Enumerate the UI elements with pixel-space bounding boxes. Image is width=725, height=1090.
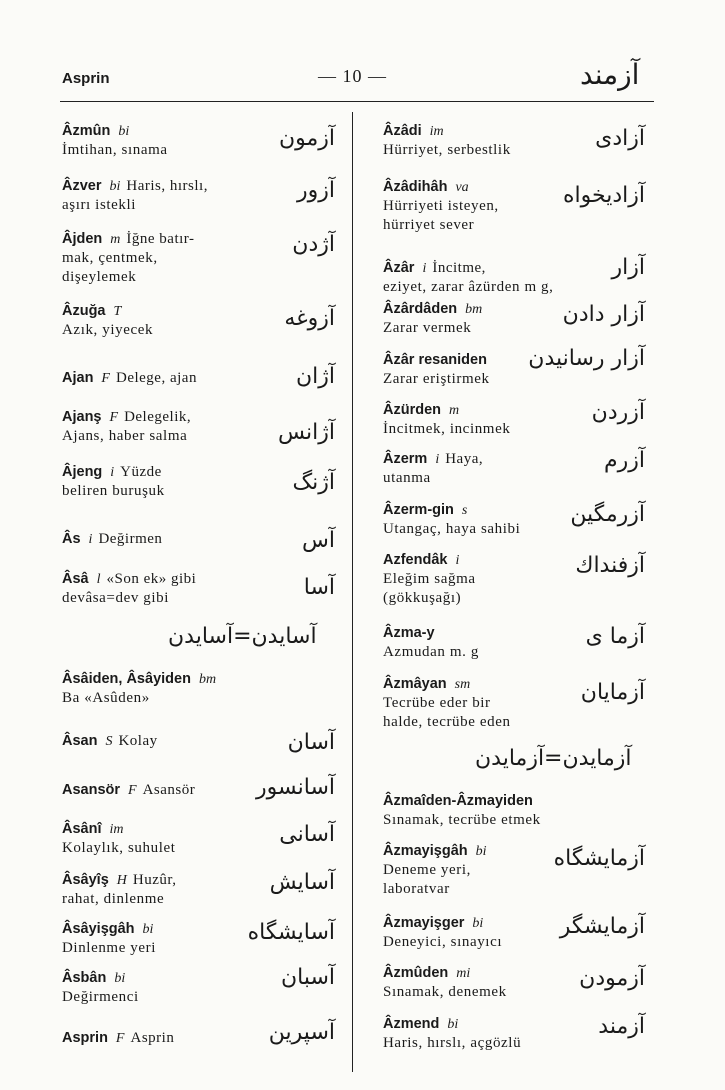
definition-inline: Haya,: [445, 451, 484, 467]
grammar-tag: bi: [109, 179, 121, 194]
grammar-tag: im: [109, 822, 124, 837]
definition-line: (gökkuşağı): [383, 590, 462, 606]
definition-inline: İncitme,: [432, 260, 486, 276]
grammar-tag: T: [113, 304, 122, 319]
grammar-tag: bi: [447, 1017, 459, 1032]
definition-line: laboratvar: [383, 881, 450, 897]
dictionary-entry: [62, 568, 196, 608]
column-divider: [352, 112, 353, 1072]
dictionary-entry: [383, 912, 502, 952]
grammar-tag: va: [455, 180, 469, 195]
arabic-script-word: آسانی: [279, 822, 335, 847]
definition-inline: Delegelik,: [124, 409, 192, 425]
dictionary-entry: [383, 840, 487, 899]
definition-line: eziyet, zarar âzürden m g,: [383, 279, 554, 295]
definition-line: Haris, hırslı, açgözlü: [383, 1035, 522, 1051]
running-head-right: آزمند: [580, 58, 640, 91]
dictionary-entry: [383, 298, 482, 338]
grammar-tag: bm: [465, 302, 483, 317]
headword: Âzuğa: [62, 303, 106, 319]
arabic-script-word: آسایشگاه: [247, 920, 335, 945]
grammar-tag: m: [110, 232, 121, 247]
arabic-script-word: آزما ی: [585, 624, 645, 649]
arabic-script-word: آزمایشگر: [559, 914, 645, 939]
headword: Âzmaîden-Âzmayiden: [383, 793, 533, 809]
dictionary-entry: [383, 448, 483, 488]
arabic-script-word: آزادی: [595, 126, 645, 151]
headword: Âzmûn: [62, 123, 111, 139]
dictionary-entry: [383, 673, 511, 732]
arabic-script-word: آزمودن: [579, 966, 645, 991]
headword: Âzmayişger: [383, 915, 465, 931]
grammar-tag: i: [422, 261, 427, 276]
arabic-script-word: آژان: [295, 364, 335, 389]
grammar-tag: bm: [198, 672, 217, 687]
headword: Âzerm: [383, 451, 428, 467]
definition-inline: Kolay: [118, 733, 158, 749]
dictionary-entry: [62, 175, 208, 215]
arabic-script-word: آزار دادن: [562, 302, 645, 327]
arabic-script-word: آسان: [287, 730, 335, 755]
dictionary-entry: [62, 300, 153, 340]
arabic-script-word: آسپرین: [268, 1020, 335, 1045]
dictionary-entry: [383, 176, 499, 235]
definition-inline: Delege, ajan: [115, 370, 197, 386]
definition-line: Ba «Asûden»: [62, 690, 150, 706]
definition-inline: Değirmen: [98, 531, 163, 547]
definition-line: Tecrübe eder bir: [383, 695, 491, 711]
headword: Âzver: [62, 178, 102, 194]
headword: Âs: [62, 531, 81, 547]
grammar-tag: s: [461, 503, 468, 518]
dictionary-entry: [62, 818, 176, 858]
dictionary-entry: [383, 349, 490, 389]
dictionary-entry: [62, 967, 139, 1007]
dictionary-entry: [62, 406, 191, 446]
arabic-script-word: آسبان: [280, 965, 335, 990]
arabic-script-word: آزمایشگاه: [553, 846, 645, 871]
headword: Ajanş: [62, 409, 102, 425]
headword: Âsâiden, Âsâyiden: [62, 671, 191, 687]
arabic-script-word: آژنگ: [292, 470, 335, 495]
definition-inline: İğne batır-: [126, 231, 195, 247]
grammar-tag: sm: [454, 677, 471, 692]
running-head-left: Asprin: [62, 70, 110, 87]
grammar-tag: bi: [472, 916, 484, 931]
headword: Âzerm-gin: [383, 502, 454, 518]
definition-line: hürriyet sever: [383, 217, 475, 233]
dictionary-entry: [383, 120, 511, 160]
definition-line: Zarar vermek: [383, 320, 472, 336]
grammar-tag: H: [116, 873, 127, 888]
arabic-script-word: آزمون: [278, 126, 335, 151]
definition-inline: Yüzde: [120, 464, 162, 480]
dictionary-entry: [383, 962, 507, 1002]
definition-line: Zarar eriştirmek: [383, 371, 490, 387]
dictionary-entry: [383, 622, 479, 662]
definition-line: rahat, dinlenme: [62, 891, 165, 907]
headword: Azfendâk: [383, 552, 448, 568]
definition-line: aşırı istekli: [62, 197, 137, 213]
grammar-tag: F: [115, 1031, 125, 1046]
dictionary-entry: [383, 790, 541, 830]
grammar-tag: i: [435, 452, 440, 467]
grammar-tag: m: [449, 403, 460, 418]
dictionary-entry: [383, 499, 520, 539]
left-formula: آسایدن=آسایدن: [168, 624, 317, 649]
dictionary-entry: [62, 1027, 174, 1048]
headword: Asansör: [62, 782, 121, 798]
grammar-tag: mi: [456, 966, 471, 981]
grammar-tag: l: [96, 572, 101, 587]
dictionary-entry: [62, 461, 165, 501]
definition-line: Kolaylık, suhulet: [62, 840, 176, 856]
dictionary-entry: [62, 730, 158, 751]
arabic-script-word: آزوغه: [284, 306, 335, 331]
definition-line: Eleğim sağma: [383, 571, 476, 587]
arabic-script-word: آژانس: [277, 420, 335, 445]
definition-line: devâsa=dev gibi: [62, 590, 170, 606]
grammar-tag: F: [101, 371, 110, 386]
grammar-tag: bi: [475, 844, 487, 859]
dictionary-entry: [62, 869, 177, 909]
page-number: — 10 —: [318, 66, 387, 86]
dictionary-entry: [62, 918, 156, 958]
grammar-tag: bi: [142, 922, 154, 937]
dictionary-entry: [62, 779, 195, 800]
definition-line: utanma: [383, 470, 431, 486]
definition-line: Sınamak, denemek: [383, 984, 507, 1000]
dictionary-entry: [62, 668, 216, 708]
grammar-tag: i: [110, 465, 115, 480]
headword: Ajan: [62, 370, 94, 386]
headword: Âsâ: [62, 571, 89, 587]
definition-line: Hürriyet, serbestlik: [383, 142, 511, 158]
headword: Âzmûden: [383, 965, 449, 981]
definition-line: Değirmenci: [62, 989, 139, 1005]
headword: Âsânî: [62, 821, 102, 837]
arabic-script-word: آزار رسانیدن: [528, 346, 645, 371]
dictionary-entry: [62, 228, 195, 287]
grammar-tag: i: [455, 553, 460, 568]
definition-line: mak, çentmek,: [62, 250, 158, 266]
headword: Asprin: [62, 1030, 108, 1046]
definition-inline: Asansör: [142, 782, 196, 798]
dictionary-entry: [383, 399, 510, 439]
headword: Âsbân: [62, 970, 107, 986]
grammar-tag: im: [429, 124, 444, 139]
arabic-script-word: آسا: [303, 575, 335, 600]
definition-line: halde, tecrübe eden: [383, 714, 511, 730]
arabic-script-word: آزار: [611, 255, 645, 280]
header-rule: [60, 101, 654, 102]
headword: Âzâdi: [383, 123, 422, 139]
definition-line: Dinlenme yeri: [62, 940, 157, 956]
headword: Âzmâyan: [383, 676, 447, 692]
definition-line: İmtihan, sınama: [62, 142, 168, 158]
grammar-tag: S: [105, 734, 113, 749]
headword: Âzâdihâh: [383, 179, 448, 195]
headword: Âzürden: [383, 402, 441, 418]
headword: Âsâyîş: [62, 872, 109, 888]
headword: Âzâr: [383, 260, 415, 276]
dictionary-entry: [62, 528, 162, 549]
grammar-tag: i: [88, 532, 93, 547]
definition-line: Azmudan m. g: [383, 644, 479, 660]
right-formula: آزمایدن=آزمایدن: [475, 746, 632, 771]
headword: Âzârdâden: [383, 301, 458, 317]
headword: Âzmend: [383, 1016, 440, 1032]
headword: Âsan: [62, 733, 98, 749]
headword: Âjeng: [62, 464, 103, 480]
arabic-script-word: آس: [302, 528, 335, 553]
headword: Âjden: [62, 231, 103, 247]
arabic-script-word: آزمند: [598, 1014, 645, 1039]
headword: Âsâyişgâh: [62, 921, 135, 937]
grammar-tag: bi: [118, 124, 130, 139]
definition-inline: Huzûr,: [132, 872, 177, 888]
arabic-script-word: آسایش: [269, 870, 335, 895]
arabic-script-word: آزادیخواه: [563, 183, 645, 208]
definition-line: Deneme yeri,: [383, 862, 471, 878]
definition-line: Sınamak, tecrübe etmek: [383, 812, 541, 828]
arabic-script-word: آسانسور: [256, 775, 335, 800]
dictionary-entry: [383, 549, 476, 608]
definition-line: beliren buruşuk: [62, 483, 165, 499]
arabic-script-word: آزمایان: [580, 680, 645, 705]
grammar-tag: F: [128, 783, 137, 798]
headword: Âzmayişgâh: [383, 843, 468, 859]
definition-inline: «Son ek» gibi: [106, 571, 197, 587]
dictionary-entry: [62, 120, 168, 160]
definition-line: Hürriyeti isteyen,: [383, 198, 499, 214]
definition-line: dişeylemek: [62, 269, 137, 285]
definition-inline: Haris, hırslı,: [126, 178, 208, 194]
headword: Âzâr resaniden: [383, 352, 487, 368]
definition-line: Deneyici, sınayıcı: [383, 934, 503, 950]
arabic-script-word: آزرمگین: [570, 502, 645, 527]
arabic-script-word: آزفنداك: [575, 553, 645, 578]
definition-line: Azık, yiyecek: [62, 322, 154, 338]
definition-line: İncitmek, incinmek: [383, 421, 511, 437]
definition-line: Ajans, haber salma: [62, 428, 188, 444]
definition-inline: Asprin: [130, 1030, 175, 1046]
grammar-tag: bi: [114, 971, 126, 986]
definition-line: Utangaç, haya sahibi: [383, 521, 521, 537]
arabic-script-word: آژدن: [292, 232, 335, 257]
dictionary-entry: [383, 257, 554, 297]
arabic-script-word: آزور: [297, 178, 335, 203]
headword: Âzma-y: [383, 625, 435, 641]
dictionary-entry: [383, 1013, 521, 1053]
arabic-script-word: آزرم: [604, 448, 645, 473]
dictionary-entry: [62, 367, 197, 388]
arabic-script-word: آزردن: [591, 400, 645, 425]
grammar-tag: F: [109, 410, 119, 425]
